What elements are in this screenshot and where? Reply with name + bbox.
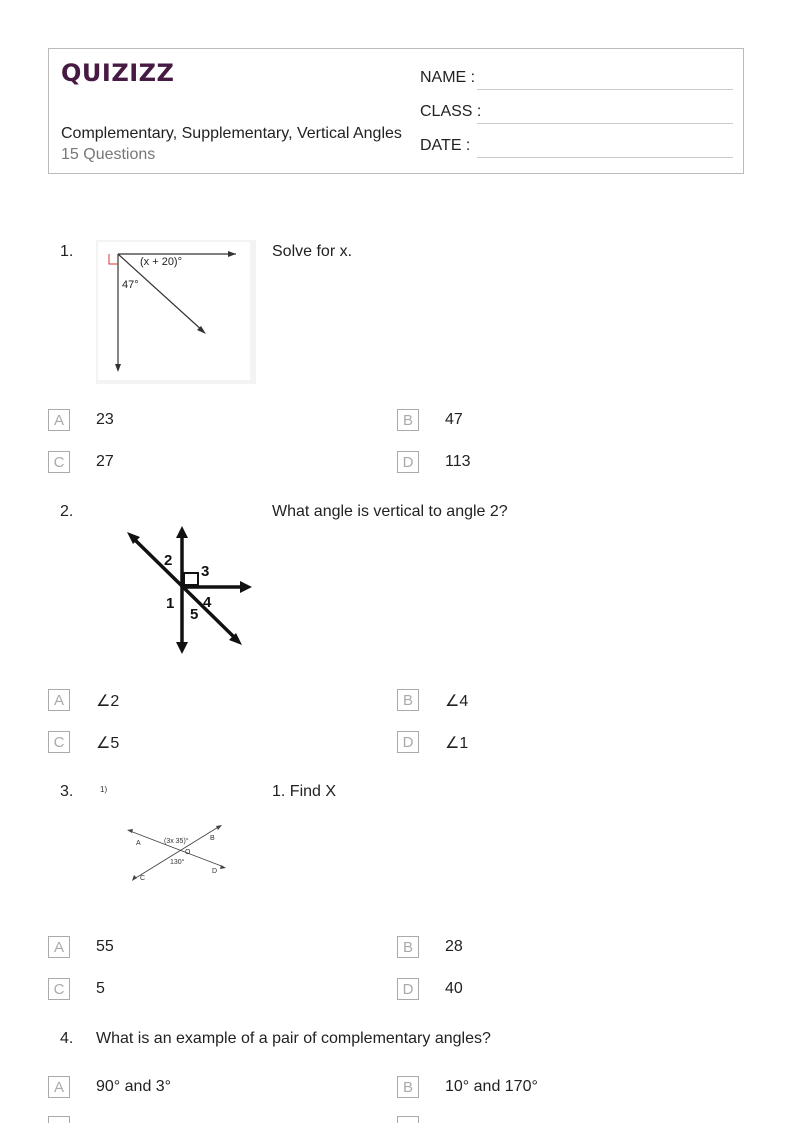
point-d-label: D: [212, 868, 218, 875]
question-text: What angle is vertical to angle 2?: [272, 503, 508, 520]
date-label: DATE :: [420, 137, 471, 154]
angle-130-label: 130°: [170, 859, 185, 866]
quizizz-logo: QUIZIZZ: [61, 59, 175, 87]
question-number: 1.: [60, 243, 74, 260]
worksheet-header: [48, 48, 744, 174]
question-text: 1. Find X: [272, 783, 337, 800]
option-text[interactable]: 113: [445, 453, 471, 470]
option-text[interactable]: 55: [96, 938, 114, 955]
option-box-partial: [397, 1116, 419, 1123]
date-line[interactable]: [477, 157, 733, 158]
option-letter[interactable]: A: [48, 689, 70, 711]
option-letter[interactable]: A: [48, 936, 70, 958]
option-letter[interactable]: B: [397, 689, 419, 711]
option-text[interactable]: ∠2: [96, 693, 120, 710]
option-text[interactable]: 27: [96, 453, 114, 470]
question-text: What is an example of a pair of complementary angles?: [96, 1030, 491, 1047]
question-3-figure: [96, 780, 236, 890]
option-letter[interactable]: D: [397, 731, 419, 753]
angle-label-3: 3: [201, 563, 210, 580]
angle-label-2: 2: [164, 552, 173, 569]
option-text[interactable]: 23: [96, 411, 114, 428]
option-letter[interactable]: B: [397, 1076, 419, 1098]
angle-label-1: 1: [166, 595, 175, 612]
option-text[interactable]: ∠1: [445, 735, 469, 752]
question-number: 4.: [60, 1030, 74, 1047]
angle-47-label: 47°: [122, 279, 139, 291]
name-label: NAME :: [420, 69, 476, 86]
question-2-figure: [120, 522, 260, 658]
option-letter[interactable]: B: [397, 936, 419, 958]
angle-label-4: 4: [203, 594, 212, 611]
option-letter[interactable]: A: [48, 1076, 70, 1098]
question-1-figure: [96, 240, 256, 384]
figure-tag: 1): [100, 785, 108, 794]
option-letter[interactable]: D: [397, 978, 419, 1000]
angle-label-5: 5: [190, 606, 199, 623]
question-text: Solve for x.: [272, 243, 353, 260]
option-text[interactable]: 47: [445, 411, 463, 428]
option-text[interactable]: ∠5: [96, 735, 120, 752]
option-letter[interactable]: C: [48, 731, 70, 753]
point-b-label: B: [210, 835, 215, 842]
option-letter[interactable]: B: [397, 409, 419, 431]
option-text[interactable]: 10° and 170°: [445, 1078, 538, 1095]
point-o-label: O: [185, 849, 191, 856]
angle-expression-label: (x + 20)°: [140, 256, 182, 268]
point-c-label: C: [140, 875, 146, 882]
class-label: CLASS :: [420, 103, 482, 120]
option-letter[interactable]: C: [48, 451, 70, 473]
option-letter[interactable]: C: [48, 978, 70, 1000]
option-text[interactable]: 90° and 3°: [96, 1078, 172, 1095]
question-count: 15 Questions: [61, 146, 156, 163]
option-text[interactable]: 28: [445, 938, 463, 955]
angle-expression-label: (3x 35)°: [164, 838, 189, 845]
name-line[interactable]: [477, 89, 733, 90]
worksheet-title: Complementary, Supplementary, Vertical Angles: [61, 125, 402, 142]
option-text[interactable]: 40: [445, 980, 463, 997]
option-letter[interactable]: A: [48, 409, 70, 431]
question-number: 3.: [60, 783, 74, 800]
point-a-label: A: [136, 840, 141, 847]
option-letter[interactable]: D: [397, 451, 419, 473]
class-line[interactable]: [477, 123, 733, 124]
option-text[interactable]: ∠4: [445, 693, 469, 710]
question-number: 2.: [60, 503, 74, 520]
option-text[interactable]: 5: [96, 980, 105, 997]
option-box-partial: [48, 1116, 70, 1123]
